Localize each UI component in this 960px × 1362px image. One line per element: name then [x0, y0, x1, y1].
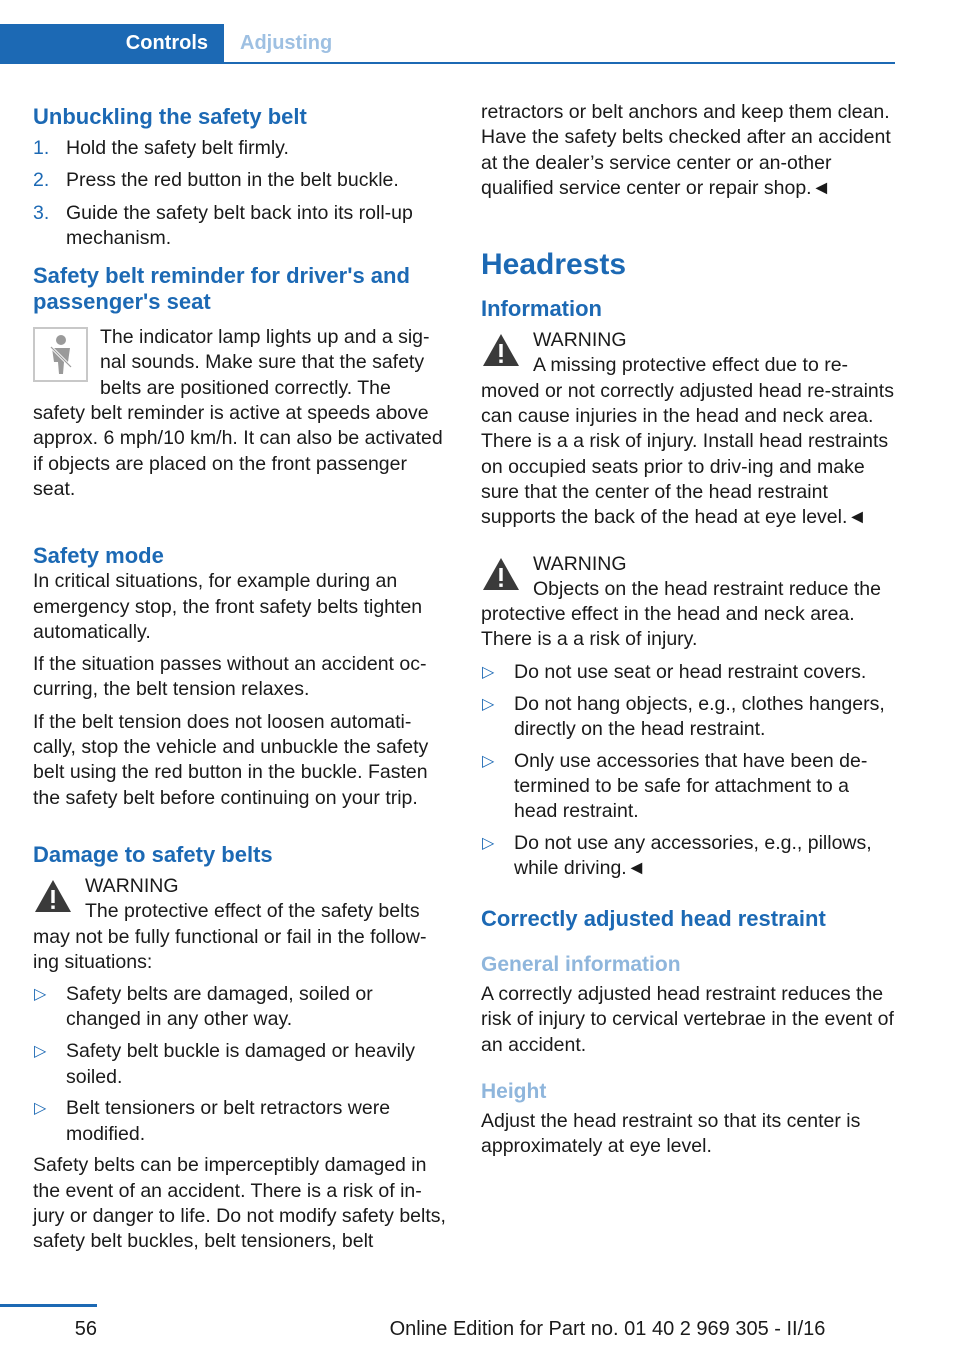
unbuckling-heading: Unbuckling the safety belt — [33, 104, 307, 129]
chapter-tabs — [0, 24, 895, 64]
list-item — [33, 201, 448, 252]
triangle-bullet-icon: ▷ — [482, 663, 495, 681]
triangle-bullet-icon: ▷ — [34, 1100, 47, 1118]
continued-paragraph: retractors or belt anchors and keep them clean. Have the safety belts checked after an accident at the dealer’s service center or an‐other qualified service center or repair shop.◄ — [481, 101, 891, 199]
paragraph: Safety belts can be imperceptibly damaged in the event of an accident. There is a risk of in‐jury or danger to life. Do not modify safety belts, safety belt buckles, belt tensioners, belt — [33, 1154, 446, 1253]
warning-triangle-icon — [481, 554, 521, 594]
spacer — [33, 509, 448, 539]
step-number: 2. — [33, 169, 50, 192]
list-item — [481, 692, 897, 743]
paragraph: In critical situations, for example during an emergency stop, the front safety belts tighten automatically. — [33, 570, 423, 643]
paragraph: A correctly adjusted head restraint reduces the risk of injury to cervical vertebrae in the event of an accident. — [481, 983, 894, 1056]
reminder-body: The indicator lamp lights up and a sig‐nal sounds. Make sure that the safety belts are positioned correctly. The safety belt reminder is active at speeds above approx. 6 mph/10 km/h. It can also be activated if objects are placed on the front passenger seat. — [33, 326, 443, 500]
bullet-text: Safety belts are damaged, soiled or changed in any other way. — [66, 983, 373, 1031]
list-item — [481, 749, 897, 825]
triangle-bullet-icon: ▷ — [34, 986, 47, 1004]
reminder-section — [33, 325, 448, 502]
tab-controls[interactable]: Controls — [0, 24, 224, 62]
paragraph: Adjust the head restraint so that its center is approximately at eye level. — [481, 1110, 861, 1158]
warning-text: Objects on the head restraint reduce the protective effect in the head and neck area. There is a a risk of injury. — [481, 577, 881, 651]
bullet-text: Do not use seat or head restraint covers. — [514, 660, 867, 683]
list-item — [33, 982, 448, 1033]
list-item — [481, 660, 897, 685]
triangle-bullet-icon: ▷ — [482, 835, 495, 853]
triangle-bullet-icon: ▷ — [34, 1043, 47, 1061]
bullet-text: Belt tensioners or belt retractors were modified. — [66, 1097, 391, 1145]
step-number: 3. — [33, 201, 50, 224]
height-heading: Height — [481, 1080, 547, 1104]
bullet-text: Do not use any accessories, e.g., pillows, while driving.◄ — [514, 832, 872, 880]
warning-text: The protective effect of the safety belts may not be fully functional or fail in the follow‐ing situations: — [33, 900, 427, 973]
page-number: 56 — [74, 1318, 97, 1340]
spacer — [481, 1065, 897, 1079]
information-heading: Information — [481, 296, 602, 322]
tab-adjusting[interactable]: Adjusting — [240, 32, 333, 54]
warning-block — [33, 874, 448, 975]
headrest-bullets — [481, 660, 897, 882]
spacer — [481, 938, 897, 952]
bullet-text: Only use accessories that have been de‐termined to be safe for attachment to a head restraint. — [514, 749, 868, 823]
step-number: 1. — [33, 137, 50, 159]
bullet-text: Do not hang objects, e.g., clothes hangers, directly on the head restraint. — [514, 692, 885, 740]
edition-text: Online Edition for Part no. 01 40 2 969 305 - II/16 — [389, 1318, 826, 1340]
spacer — [481, 888, 897, 902]
spacer — [481, 538, 897, 552]
triangle-bullet-icon: ▷ — [482, 752, 495, 770]
warning-block — [481, 552, 897, 653]
safety-mode-heading: Safety mode — [33, 543, 164, 569]
list-item — [33, 1096, 448, 1147]
general-info-heading: General information — [481, 953, 681, 977]
triangle-bullet-icon: ▷ — [482, 695, 495, 713]
list-item — [33, 1039, 448, 1090]
reminder-heading: Safety belt reminder for driver's and passenger's seat — [33, 263, 410, 315]
bullet-text: Safety belt buckle is damaged or heavily soiled. — [66, 1040, 416, 1088]
warning-label: WARNING — [533, 329, 627, 352]
left-column — [33, 100, 448, 1262]
warning-triangle-icon — [33, 876, 73, 916]
correct-adjust-heading: Correctly adjusted head restraint — [481, 906, 826, 932]
paragraph: If the belt tension does not loosen automati‐cally, stop the vehicle and unbuckle the safety belt using the red button in the buckle. Fasten the safety belt before continuing on your trip. — [33, 710, 429, 809]
damage-bullets — [33, 982, 448, 1147]
seatbelt-reminder-icon — [33, 327, 88, 382]
step-text: Press the red button in the belt buckle. — [66, 169, 399, 192]
spacer — [481, 208, 897, 248]
warning-label: WARNING — [533, 552, 627, 575]
step-text: Hold the safety belt firmly. — [66, 137, 289, 159]
spacer — [33, 818, 448, 838]
warning-triangle-icon — [481, 330, 521, 370]
list-item — [33, 136, 448, 161]
list-item — [481, 831, 897, 882]
unbuckling-steps — [33, 136, 448, 251]
warning-block — [481, 328, 897, 530]
warning-text: A missing protective effect due to re‐moved or not correctly adjusted head re‐straints can cause injuries in the head and neck area. There is a a risk of injury. Install head restraints on occupied seats prior to driv‐ing and make sure that the center of the head restraint supports the back of the head at eye level.◄ — [481, 354, 894, 529]
paragraph: If the situation passes without an accident oc‐curring, the belt tension relaxes. — [33, 653, 427, 701]
right-column — [481, 100, 897, 1167]
warning-label: WARNING — [85, 874, 179, 897]
step-text: Guide the safety belt back into its roll-up mechanism. — [66, 201, 413, 249]
headrests-heading: Headrests — [481, 248, 627, 282]
footer-rule — [0, 1304, 97, 1307]
list-item — [33, 168, 448, 193]
damage-heading: Damage to safety belts — [33, 841, 273, 867]
